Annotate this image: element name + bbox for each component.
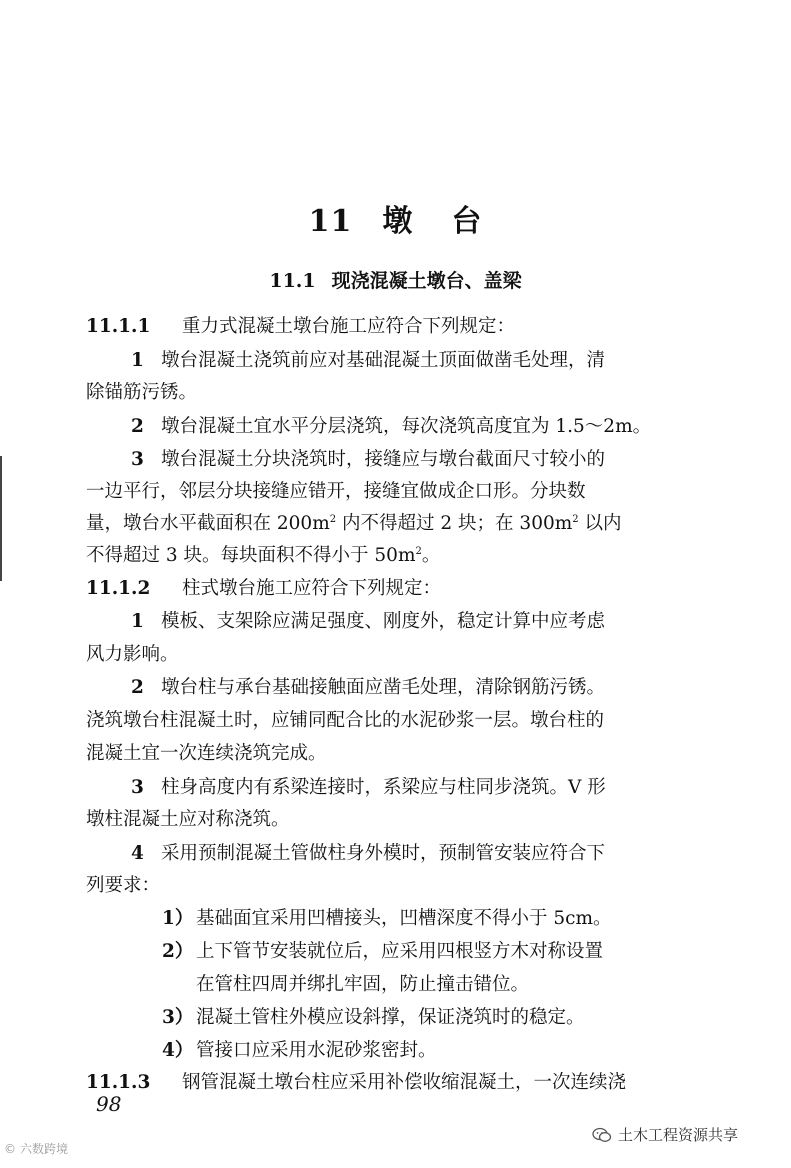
page-number: 98 <box>96 1092 122 1116</box>
clause-number: 11.1.2 <box>86 578 151 599</box>
sub-item-text: 管接口应采用水泥砂浆密封。 <box>196 1040 437 1061</box>
sub-item-number: 1） <box>162 908 194 929</box>
item-number: 3 <box>131 777 144 798</box>
text-segment: 。 <box>421 545 441 566</box>
scan-edge-line <box>0 456 2 581</box>
chapter-title-b: 台 <box>451 204 483 239</box>
superscript: 2 <box>329 513 337 525</box>
section-title: 现浇混凝土墩台、盖梁 <box>331 270 522 292</box>
item-text: 墩台柱与承台基础接触面应凿毛处理，清除钢筋污锈。 <box>161 677 606 698</box>
item-number: 1 <box>131 611 144 632</box>
watermark-right <box>592 1124 738 1145</box>
copyright-icon: © <box>4 1141 16 1156</box>
text-segment: 内不得超过 2 块；在 300m <box>336 513 573 534</box>
c2-item-1-line-2: 风力影响。 <box>86 644 179 665</box>
section-heading <box>0 266 791 293</box>
section-number: 11.1 <box>269 270 316 292</box>
clause-text: 钢管混凝土墩台柱应采用补偿收缩混凝土，一次连续浇 <box>182 1072 627 1093</box>
item-text: 柱身高度内有系梁连接时，系梁应与柱同步浇筑。V 形 <box>161 777 606 798</box>
item-text: 墩台混凝土浇筑前应对基础混凝土顶面做凿毛处理，清 <box>161 350 606 371</box>
clause-number: 11.1.1 <box>86 316 151 337</box>
clause-11-1-2 <box>86 577 441 601</box>
sub-item-number: 4） <box>162 1040 194 1061</box>
item-number: 4 <box>131 843 144 864</box>
item-1-line-2: 除锚筋污锈。 <box>86 382 198 403</box>
item-text: 模板、支架除应满足强度、刚度外，稳定计算中应考虑 <box>161 611 606 632</box>
superscript: 2 <box>415 545 422 557</box>
text-segment: 不得超过 3 块。每块面积不得小于 50m <box>86 545 416 566</box>
item-3-line-1 <box>131 448 605 472</box>
item-3-line-3 <box>86 512 622 536</box>
clause-text: 柱式墩台施工应符合下列规定： <box>182 578 442 599</box>
item-text: 墩台混凝土分块浇筑时，接缝应与墩台截面尺寸较小的 <box>161 449 606 470</box>
c2-item-3-line-1 <box>131 776 606 800</box>
item-text: 采用预制混凝土管做柱身外模时，预制管安装应符合下 <box>161 843 606 864</box>
item-number: 1 <box>131 350 144 371</box>
clause-text: 重力式混凝土墩台施工应符合下列规定： <box>182 316 516 337</box>
watermark-right-text: 土木工程资源共享 <box>618 1126 739 1144</box>
sub-item-3 <box>162 1006 585 1030</box>
text-segment: 量，墩台水平截面积在 200m <box>86 513 330 534</box>
clause-11-1-1 <box>86 315 515 339</box>
sub-item-1 <box>162 907 612 931</box>
c2-item-1-line-1 <box>131 610 605 634</box>
item-number: 2 <box>131 677 144 698</box>
sub-item-number: 3） <box>162 1007 194 1028</box>
chapter-number: 11 <box>308 204 353 239</box>
wechat-icon <box>592 1127 612 1143</box>
c2-item-2-line-2: 浇筑墩台柱混凝土时，应铺同配合比的水泥砂浆一层。墩台柱的 <box>86 710 605 731</box>
clause-11-1-3 <box>86 1071 626 1095</box>
c2-item-2-line-1 <box>131 676 605 700</box>
watermark-left <box>4 1140 68 1157</box>
sub-item-text: 混凝土管柱外模应设斜撑，保证浇筑时的稳定。 <box>196 1007 585 1028</box>
c2-item-2-line-3: 混凝土宜一次连续浇筑完成。 <box>86 743 327 764</box>
item-3-line-2: 一边平行，邻层分块接缝应错开，接缝宜做成企口形。分块数 <box>86 481 586 502</box>
chapter-heading <box>0 196 791 240</box>
sub-item-text: 上下管节安装就位后，应采用四根竖方木对称设置 <box>196 941 604 962</box>
watermark-left-text: 六数跨境 <box>20 1142 69 1156</box>
item-text: 墩台混凝土宜水平分层浇筑，每次浇筑高度宜为 1.5～2m。 <box>161 416 652 437</box>
sub-item-2-line-2: 在管柱四周并绑扎牢固，防止撞击错位。 <box>196 974 530 995</box>
superscript: 2 <box>572 513 579 525</box>
clause-number: 11.1.3 <box>86 1072 151 1093</box>
sub-item-text: 基础面宜采用凹槽接头，凹槽深度不得小于 5cm。 <box>196 908 612 929</box>
chapter-title-a: 墩 <box>382 204 414 239</box>
c2-item-3-line-2: 墩柱混凝土应对称浇筑。 <box>86 809 290 830</box>
sub-item-4 <box>162 1039 437 1063</box>
sub-item-2-line-1 <box>162 940 603 964</box>
sub-item-number: 2） <box>162 941 194 962</box>
item-1-line-1 <box>131 349 605 373</box>
item-2-line-1 <box>131 415 651 439</box>
item-3-line-4 <box>86 544 440 568</box>
item-number: 2 <box>131 416 144 437</box>
text-segment: 以内 <box>578 513 622 534</box>
c2-item-4-line-1 <box>131 842 605 866</box>
item-number: 3 <box>131 449 144 470</box>
c2-item-4-line-2: 列要求： <box>86 875 161 896</box>
